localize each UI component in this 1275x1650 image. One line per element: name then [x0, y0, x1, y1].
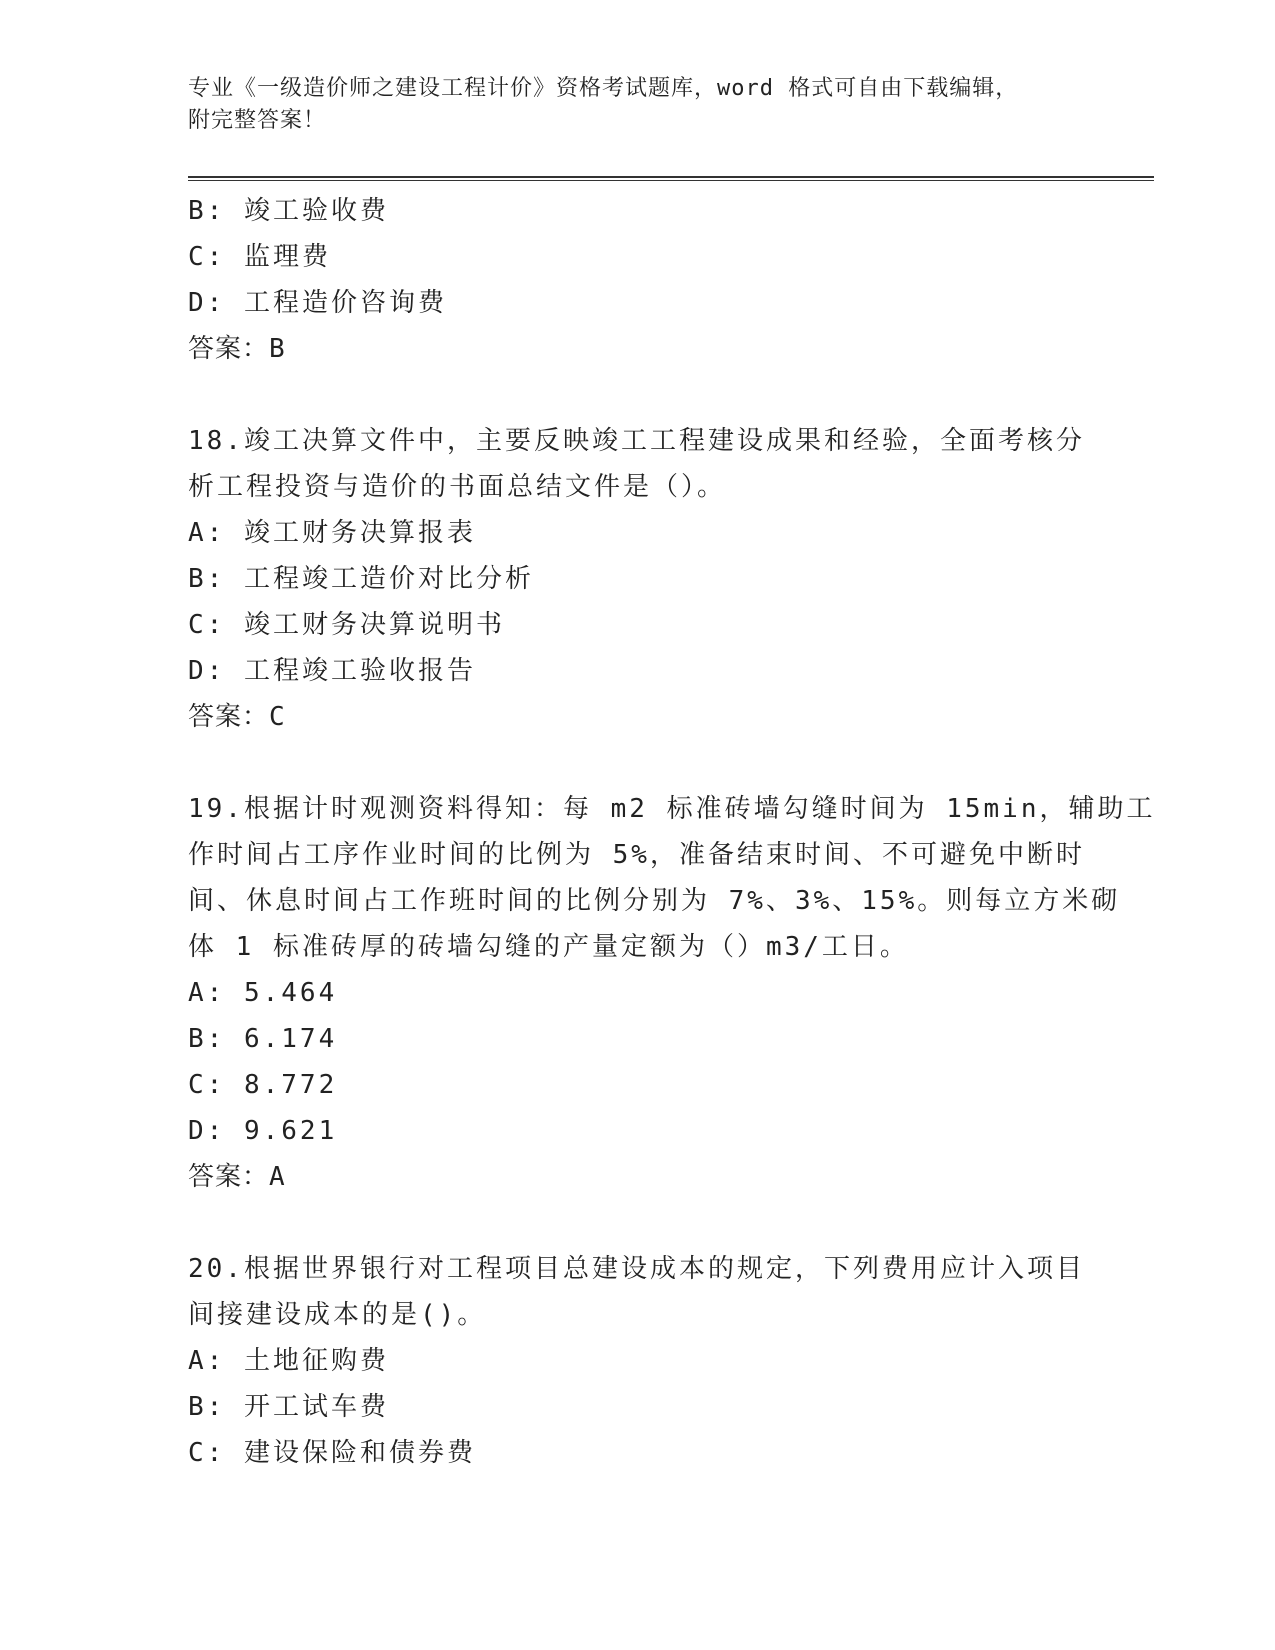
option-d: D: 工程造价咨询费: [188, 288, 447, 318]
option-d: D: 9.621: [188, 1116, 338, 1146]
answer-label: 答案：: [188, 702, 270, 732]
question-text-line: 间、休息时间占工作班时间的比例分别为 7%、3%、15%。则每立方米砌: [188, 886, 1121, 916]
answer-label: 答案：: [188, 1162, 270, 1192]
document-header: [188, 73, 1068, 137]
answer-label: 答案：: [188, 334, 270, 364]
question-text-line: 析工程投资与造价的书面总结文件是（）。: [188, 472, 727, 502]
question-18: [188, 418, 1088, 740]
option-b: B: 开工试车费: [188, 1392, 389, 1422]
answer-line: [188, 694, 1088, 740]
header-line-1: 专业《一级造价师之建设工程计价》资格考试题库，word 格式可自由下载编辑，: [188, 76, 1019, 101]
question-text-line: 20.根据世界银行对工程项目总建设成本的规定，下列费用应计入项目: [188, 1254, 1085, 1284]
option-a: A: 竣工财务决算报表: [188, 518, 476, 548]
answer-value: B: [269, 334, 288, 364]
question-20: [188, 1246, 1088, 1476]
spacer: [188, 740, 1088, 786]
question-text-line: 体 1 标准砖厚的砖墙勾缝的产量定额为（）m3/工日。: [188, 932, 909, 962]
answer-line: [188, 326, 1088, 372]
option-a: A: 5.464: [188, 978, 338, 1008]
question-text-line: 作时间占工序作业时间的比例为 5%，准备结束时间、不可避免中断时: [188, 840, 1085, 870]
question-text-line: 18.竣工决算文件中，主要反映竣工工程建设成果和经验，全面考核分: [188, 426, 1085, 456]
question-list: [188, 188, 1156, 1476]
answer-value: C: [269, 702, 288, 732]
option-b: B: 工程竣工造价对比分析: [188, 564, 534, 594]
header-divider: [188, 176, 1154, 181]
option-a: A: 土地征购费: [188, 1346, 389, 1376]
spacer: [188, 372, 1088, 418]
option-b: B: 竣工验收费: [188, 196, 389, 226]
option-d: D: 工程竣工验收报告: [188, 656, 476, 686]
header-line-2: 附完整答案！: [188, 108, 327, 133]
spacer: [188, 1200, 1088, 1246]
question-17-tail: [188, 188, 1088, 372]
question-19: [188, 786, 1156, 1200]
option-c: C: 8.772: [188, 1070, 338, 1100]
option-c: C: 建设保险和债券费: [188, 1438, 476, 1468]
option-b: B: 6.174: [188, 1024, 338, 1054]
option-c: C: 监理费: [188, 242, 331, 272]
question-text-line: 19.根据计时观测资料得知：每 m2 标准砖墙勾缝时间为 15min，辅助工: [188, 794, 1156, 824]
answer-value: A: [269, 1162, 288, 1192]
option-c: C: 竣工财务决算说明书: [188, 610, 505, 640]
question-text-line: 间接建设成本的是()。: [188, 1300, 487, 1330]
answer-line: [188, 1154, 1088, 1200]
